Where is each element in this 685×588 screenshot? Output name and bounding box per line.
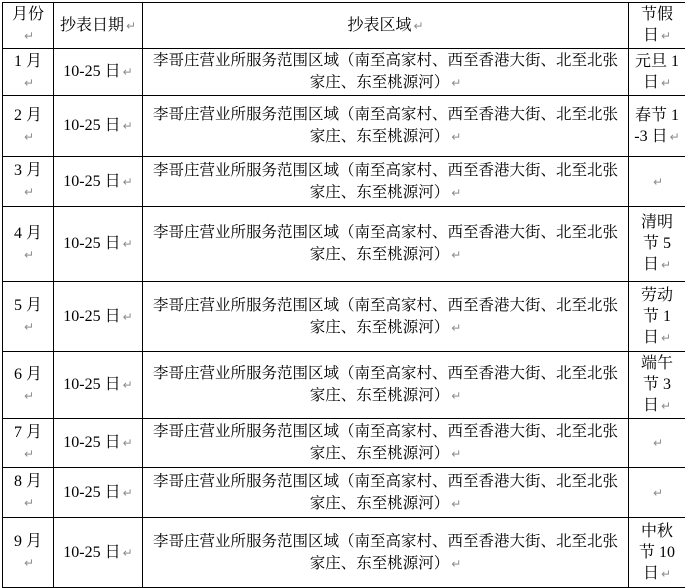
holiday-cell [629,157,685,207]
month-cell [3,207,54,282]
holiday-cell-text: 清明节 5 日 [641,214,673,273]
paragraph-mark-icon: ↵ [123,65,133,79]
area-cell [143,96,629,157]
paragraph-mark-icon: ↵ [661,76,671,90]
month-cell-text: 2 月 [14,107,42,124]
area-cell-text: 李哥庄营业所服务范围区域（南至高家村、西至香港大街、北至北张家庄、东至桃源河） [153,52,618,91]
area-cell [143,518,629,588]
area-cell-text: 李哥庄营业所服务范围区域（南至高家村、西至香港大街、北至北张家庄、东至桃源河） [153,423,618,462]
month-cell-text: 3 月 [14,162,42,179]
header-holiday-label: 节假日 [641,6,673,44]
table-row [3,207,685,282]
table-row [3,352,685,419]
date-cell [54,49,143,96]
paragraph-mark-icon: ↵ [661,258,671,272]
paragraph-mark-icon: ↵ [451,186,461,200]
table-row [3,468,685,518]
holiday-cell-text: 春节 1-3 日 [634,107,679,145]
holiday-cell [629,49,685,96]
date-cell-text: 10-25 日 [63,484,120,501]
header-date-label: 抄表日期 [60,17,124,34]
area-cell [143,419,629,468]
month-cell [3,282,54,352]
area-cell [143,207,629,282]
table-row [3,157,685,207]
date-cell [54,468,143,518]
date-cell [54,352,143,419]
paragraph-mark-icon: ↵ [653,436,663,450]
month-cell [3,468,54,518]
date-cell-text: 10-25 日 [63,544,120,561]
paragraph-mark-icon: ↵ [24,29,34,43]
area-cell [143,352,629,419]
table-row [3,518,685,588]
paragraph-mark-icon: ↵ [123,436,133,450]
header-date [54,3,143,49]
holiday-cell-text: 元旦 1 日 [635,53,679,91]
date-cell-text: 10-25 日 [63,376,120,393]
date-cell-text: 10-25 日 [63,173,120,190]
area-cell-text: 李哥庄营业所服务范围区域（南至高家村、西至香港大街、北至北张家庄、东至桃源河） [153,365,618,404]
paragraph-mark-icon: ↵ [123,486,133,500]
holiday-cell-text: 端午节 3 日 [641,355,673,414]
paragraph-mark-icon: ↵ [24,496,34,510]
header-row [3,3,685,49]
paragraph-mark-icon: ↵ [670,130,680,144]
paragraph-mark-icon: ↵ [24,130,34,144]
area-cell-text: 李哥庄营业所服务范围区域（南至高家村、西至香港大街、北至北张家庄、东至桃源河） [153,106,618,145]
date-cell [54,157,143,207]
paragraph-mark-icon: ↵ [24,556,34,570]
date-cell-text: 10-25 日 [63,434,120,451]
paragraph-mark-icon: ↵ [24,320,34,334]
paragraph-mark-icon: ↵ [451,321,461,335]
paragraph-mark-icon: ↵ [451,389,461,403]
month-cell [3,518,54,588]
date-cell-text: 10-25 日 [63,308,120,325]
date-cell [54,207,143,282]
area-cell-text: 李哥庄营业所服务范围区域（南至高家村、西至香港大街、北至北张家庄、东至桃源河） [153,162,618,201]
date-cell-text: 10-25 日 [63,63,120,80]
holiday-cell [629,282,685,352]
table-row [3,419,685,468]
month-cell-text: 4 月 [14,225,42,242]
paragraph-mark-icon: ↵ [451,76,461,90]
date-cell [54,518,143,588]
holiday-cell [629,518,685,588]
paragraph-mark-icon: ↵ [413,19,423,33]
month-cell-text: 5 月 [14,297,42,314]
header-month [3,3,54,49]
paragraph-mark-icon: ↵ [24,248,34,262]
table-row [3,96,685,157]
month-cell-text: 9 月 [14,533,42,550]
table-row [3,282,685,352]
holiday-cell [629,96,685,157]
date-cell [54,282,143,352]
area-cell-text: 李哥庄营业所服务范围区域（南至高家村、西至香港大街、北至北张家庄、东至桃源河） [153,224,618,263]
holiday-cell-text: 中秋节 10 日 [639,523,675,582]
area-cell [143,157,629,207]
month-cell-text: 1 月 [14,53,42,70]
date-cell [54,96,143,157]
paragraph-mark-icon: ↵ [24,185,34,199]
header-area-label: 抄表区域 [347,17,411,34]
paragraph-mark-icon: ↵ [24,389,34,403]
month-cell-text: 8 月 [14,473,42,490]
holiday-cell [629,352,685,419]
holiday-cell [629,468,685,518]
table-header [3,3,685,49]
month-cell-text: 7 月 [14,424,42,441]
header-area [143,3,629,49]
paragraph-mark-icon: ↵ [661,567,671,581]
paragraph-mark-icon: ↵ [661,331,671,345]
paragraph-mark-icon: ↵ [24,76,34,90]
area-cell-text: 李哥庄营业所服务范围区域（南至高家村、西至香港大街、北至北张家庄、东至桃源河） [153,297,618,336]
paragraph-mark-icon: ↵ [451,248,461,262]
paragraph-mark-icon: ↵ [123,546,133,560]
month-cell [3,49,54,96]
paragraph-mark-icon: ↵ [24,447,34,461]
paragraph-mark-icon: ↵ [123,237,133,251]
area-cell-text: 李哥庄营业所服务范围区域（南至高家村、西至香港大街、北至北张家庄、东至桃源河） [153,473,618,512]
month-cell [3,157,54,207]
paragraph-mark-icon: ↵ [451,557,461,571]
date-cell-text: 10-25 日 [63,117,120,134]
paragraph-mark-icon: ↵ [126,19,136,33]
meter-reading-schedule-table [2,2,685,588]
holiday-cell-text: 劳动节 1 日 [641,287,673,346]
area-cell [143,282,629,352]
paragraph-mark-icon: ↵ [451,130,461,144]
paragraph-mark-icon: ↵ [123,378,133,392]
header-holiday [629,3,685,49]
area-cell-text: 李哥庄营业所服务范围区域（南至高家村、西至香港大街、北至北张家庄、东至桃源河） [153,533,618,572]
paragraph-mark-icon: ↵ [653,175,663,189]
month-cell [3,96,54,157]
holiday-cell [629,419,685,468]
date-cell-text: 10-25 日 [63,235,120,252]
paragraph-mark-icon: ↵ [661,399,671,413]
paragraph-mark-icon: ↵ [451,497,461,511]
date-cell [54,419,143,468]
header-month-label: 月份 [12,6,44,23]
paragraph-mark-icon: ↵ [451,447,461,461]
paragraph-mark-icon: ↵ [123,310,133,324]
paragraph-mark-icon: ↵ [123,175,133,189]
holiday-cell [629,207,685,282]
month-cell [3,352,54,419]
table-body [3,49,685,588]
paragraph-mark-icon: ↵ [653,486,663,500]
month-cell-text: 6 月 [14,366,42,383]
area-cell [143,49,629,96]
table-row [3,49,685,96]
area-cell [143,468,629,518]
paragraph-mark-icon: ↵ [123,119,133,133]
month-cell [3,419,54,468]
paragraph-mark-icon: ↵ [661,29,671,43]
